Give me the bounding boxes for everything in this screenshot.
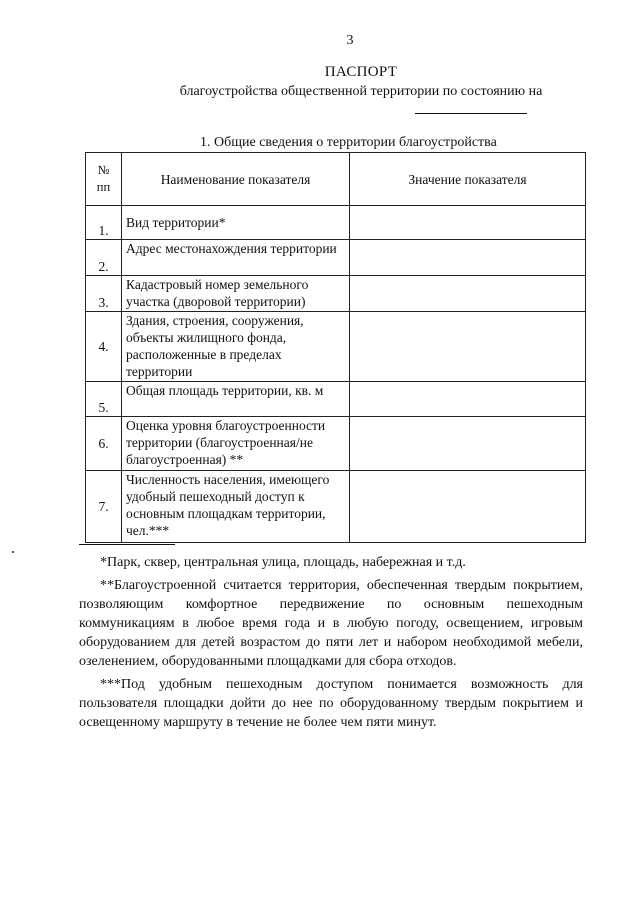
footnote-rule — [79, 544, 175, 545]
section-title: 1. Общие сведения о территории благоустройства — [200, 135, 497, 150]
row-indicator-value[interactable] — [350, 206, 586, 240]
row-indicator-value[interactable] — [350, 417, 586, 471]
table-row — [86, 417, 586, 471]
table-row — [86, 471, 586, 543]
row-indicator-name: Общая площадь территории, кв. м — [122, 382, 350, 417]
table-row — [86, 206, 586, 240]
row-indicator-name: Кадастровый номер земельного участка (дворовой территории) — [122, 276, 350, 312]
date-blank-line — [415, 113, 527, 114]
document-title: ПАСПОРТ — [324, 64, 398, 80]
row-number: 2. — [86, 240, 122, 276]
row-indicator-name: Здания, строения, сооружения, объекты жилищного фонда, расположенные в пределах территории — [122, 312, 350, 382]
document-subtitle: благоустройства общественной территории по состоянию на — [179, 84, 543, 99]
page-number: 3 — [346, 33, 354, 48]
header-number-abbr: пп — [96, 180, 111, 194]
row-indicator-name: Оценка уровня благоустроенности территории (благоустроенная/не благоустроенная) ** — [122, 417, 350, 471]
footnote-territory-type: *Парк, сквер, центральная улица, площадь, набережная и т.д. — [100, 555, 466, 570]
row-number: 4. — [86, 312, 122, 382]
row-indicator-value[interactable] — [350, 240, 586, 276]
header-indicator-value: Значение показателя — [350, 153, 586, 206]
row-number: 3. — [86, 276, 122, 312]
table-row — [86, 382, 586, 417]
margin-speck — [12, 551, 14, 553]
table-row — [86, 276, 586, 312]
row-indicator-value[interactable] — [350, 382, 586, 417]
row-indicator-value[interactable] — [350, 471, 586, 543]
footnote-pedestrian-access: ***Под удобным пешеходным доступом понимается возможность для пользователя площадки дойти до нее по оборудованному твердым покрытием и освещенному маршруту в течение не более чем пяти минут. — [79, 677, 583, 730]
row-number: 6. — [86, 417, 122, 471]
header-number-symbol: № — [97, 163, 110, 177]
header-indicator-name: Наименование показателя — [122, 153, 350, 206]
row-indicator-value[interactable] — [350, 276, 586, 312]
table-row — [86, 240, 586, 276]
row-number: 5. — [86, 382, 122, 417]
row-number: 7. — [86, 471, 122, 543]
row-number: 1. — [86, 206, 122, 240]
row-indicator-name: Численность населения, имеющего удобный пешеходный доступ к основным площадкам территории, чел.*** — [122, 471, 350, 543]
indicators-table — [85, 152, 586, 543]
table-header-row — [86, 153, 586, 206]
row-indicator-value[interactable] — [350, 312, 586, 382]
table-row — [86, 312, 586, 382]
header-number — [86, 153, 122, 206]
row-indicator-name: Вид территории* — [122, 206, 350, 240]
row-indicator-name: Адрес местонахождения территории — [122, 240, 350, 276]
footnote-well-maintained: **Благоустроенной считается территория, обеспеченная твердым покрытием, позволяющим комфортное передвижение по основным пешеходным коммуникациям в любое время года и в любую погоду, освещением, игровым оборудованием для детей возрастом до пяти лет и набором необходимой мебели, озеленением, оборудованными площадками для сбора отходов. — [79, 578, 583, 669]
footnotes — [79, 544, 583, 736]
